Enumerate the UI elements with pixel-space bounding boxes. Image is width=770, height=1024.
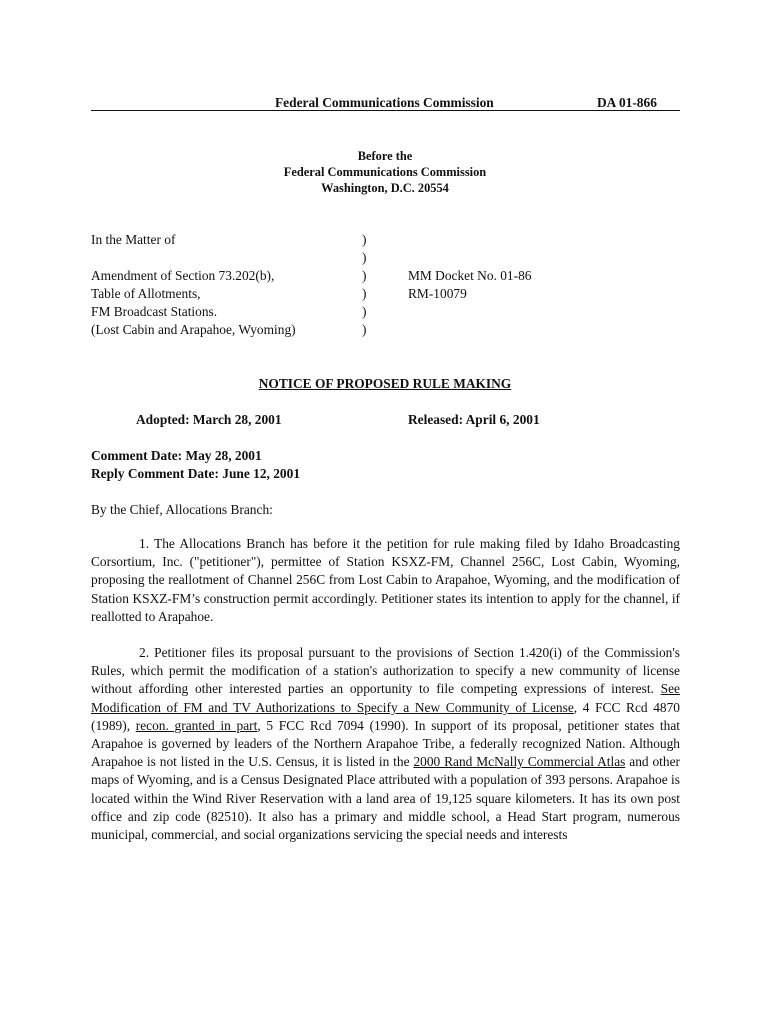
- paren-4: ): [362, 286, 367, 301]
- caption-line-1: Amendment of Section 73.202(b),: [91, 268, 275, 283]
- paren-5: ): [362, 304, 367, 319]
- caption-parens: [362, 231, 366, 339]
- notice-title-wrap: [0, 375, 770, 393]
- paragraph-2: [91, 644, 680, 844]
- para2-text-3: , 5 FCC Rcd 7094 (1990). In support of its proposal, petitioner states that Arapahoe is governed by leaders of the Northern Arapahoe Tribe, a federally recognized Nation. Although Arapahoe is not listed in the U.S. Census, it is listed in the: [91, 717, 681, 770]
- paren-6: ): [362, 322, 367, 337]
- caption-line-2: Table of Allotments,: [91, 286, 201, 301]
- header-agency: Federal Communications Commission: [275, 95, 494, 110]
- caption-right: [408, 267, 531, 303]
- paren-1: ): [362, 232, 367, 247]
- notice-title: NOTICE OF PROPOSED RULE MAKING: [258, 376, 512, 391]
- caption-left: [91, 231, 296, 339]
- adopted-date: Adopted: March 28, 2001: [136, 412, 282, 427]
- docket-number: MM Docket No. 01-86: [408, 268, 532, 283]
- matter-label: In the Matter of: [91, 232, 176, 247]
- before-line-2: Federal Communications Commission: [283, 165, 487, 179]
- paragraph-1: 1. The Allocations Branch has before it the petition for rule making filed by Idaho Broadcasting Corsortium, Inc. ("petitioner"), permittee of Station KSXZ-FM, Channel 256C, Lost Cabin, Wyoming, proposing the reallotment of Channel 256C from Lost Cabin to Arapahoe, Wyoming, and the modification of Station KSXZ-FM’s construction permit accordingly. Petitioner states its intention to apply for the channel, if reallotted to Arapahoe.: [91, 536, 680, 624]
- caption-line-4: (Lost Cabin and Arapahoe, Wyoming): [91, 322, 296, 337]
- see-signal: See: [660, 681, 680, 697]
- paren-2: ): [362, 250, 367, 265]
- para2-text-4: and other maps of Wyoming, and is a Census Designated Place attributed with a population of 393 persons. Arapahoe is located within the Wind River Reservation with a land area of 19,125 square kilometers. It has its own post office and zip code (82510). It also has a primary and middle school, a Head Start program, numerous municipal, commercial, and social organizations servicing the special needs and interests: [91, 754, 680, 843]
- caption-line-3: FM Broadcast Stations.: [91, 304, 218, 319]
- before-line-3: Washington, D.C. 20554: [321, 181, 449, 195]
- rm-number: RM-10079: [408, 286, 467, 301]
- before-block: [0, 148, 770, 196]
- comment-date: Comment Date: May 28, 2001: [91, 448, 262, 463]
- by-line: By the Chief, Allocations Branch:: [91, 502, 273, 517]
- para2-text-1: 2. Petitioner files its proposal pursuant to the provisions of Section 1.420(i) of the Commission's Rules, which permit the modification of a station's authorization to specify a new community of license without affording other interested parties an opportunity to file competing expressions of interest.: [91, 645, 680, 697]
- before-line-1: Before the: [357, 149, 413, 163]
- reply-comment-date: Reply Comment Date: June 12, 2001: [91, 466, 301, 481]
- header-rule: [91, 110, 680, 111]
- para2-text-2: , 4 FCC Rcd 4870 (1989),: [91, 699, 680, 733]
- case-title: Modification of FM and TV Authorizations to Specify a New Community of License: [91, 699, 574, 715]
- released-date: Released: April 6, 2001: [408, 412, 540, 427]
- atlas-title: 2000 Rand McNally Commercial Atlas: [413, 754, 626, 770]
- paren-3: ): [362, 268, 367, 283]
- recon-citation: recon. granted in part: [135, 717, 258, 733]
- header-doc-number: DA 01-866: [597, 95, 657, 110]
